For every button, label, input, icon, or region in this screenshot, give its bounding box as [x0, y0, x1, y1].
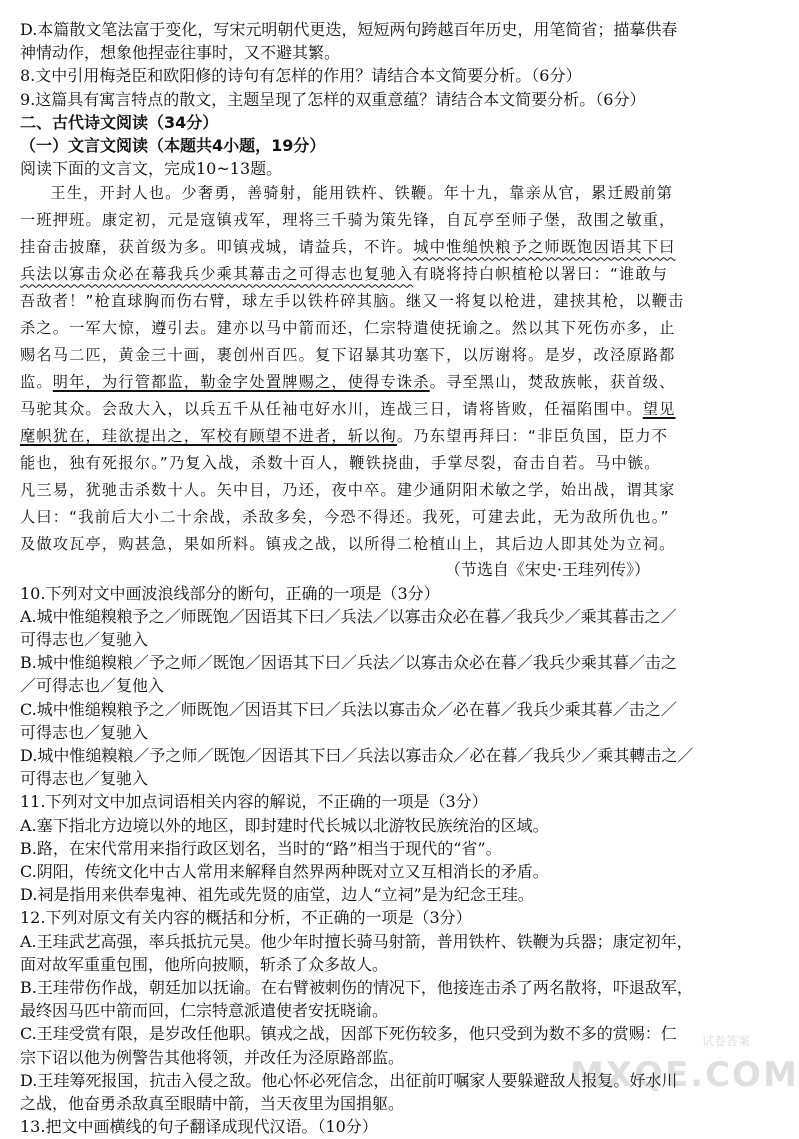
passage-line: [20, 423, 745, 450]
passage-line: 及做攻瓦亭，购甚急，果如所料。镇戎之战，以所得二枪植山上，其后边人即其处为立祠。: [20, 535, 676, 554]
passage-line: 赐名马二匹，黄金三十画，裹创州百匹。复下诏暴其功塞下，以厉谢将。是岁，改泾原路都: [20, 346, 676, 365]
passage-line: 一班押班。康定初，元是寇镇戎军，理将三千骑为策先锋，自瓦亭至师子堡，敌围之敏重，: [20, 211, 676, 230]
option-a-cont: 面对故军重重包围，他所向披顺，斩杀了众多故人。: [20, 954, 389, 974]
passage-text: 马驼其众。会敌大入，以兵五千从任袖屯好水川，连战三日，请将皆败，任福陷围中。: [20, 400, 643, 419]
option-c-cont: 宗下诏以他为例警告其他将领，并改任为泾原路部监。: [20, 1047, 405, 1067]
option-d: D.城中惟缒糗粮／予之师／既饱／因语其下曰／兵法以寡击众／必在暮／我兵少／乘其轉击之／: [20, 746, 694, 766]
exam-page: [20, 18, 745, 1139]
passage-line: [20, 396, 745, 423]
passage-line: [20, 369, 745, 396]
underlined-sentence: 麾帜犹在，珪欲提出之，军校有顾望不进者，斩以徇: [20, 427, 397, 446]
passage-line: 人曰：“我前后大小二十余战，杀敌多矣，今恐不得还。我死，可建去此，无为敌所仇也。”: [20, 508, 670, 527]
question-13: 13.把文中画横线的句子翻译成现代汉语。（10分）: [20, 1117, 378, 1137]
passage-source: （节选自《宋史·王珪列传》）: [444, 560, 650, 580]
question-10: 10.下列对文中画波浪线部分的断句，正确的一项是（3分）: [20, 583, 440, 603]
passage-line: 王生，开封人也。少奢勇，善骑射，能用铁杵、铁鞭。年十九，靠亲从官，累迁殿前第: [50, 184, 674, 203]
passage-line: 凡三易，犹驰击杀数十人。矢中目，乃还，夜中卒。建少通阴阳术敏之学，始出战，谓其家: [20, 481, 676, 500]
watermark-text: MXQE.COM: [570, 1055, 799, 1095]
underlined-sentence: 明年，为行管都监，勒金字处置牌赐之，使得专诛杀: [52, 373, 430, 392]
question-8: 8.文中引用梅尧臣和欧阳修的诗句有怎样的作用？请结合本文简要分析。（6分）: [20, 66, 582, 86]
option-d-cont: 可得志也／复驰入: [20, 769, 149, 789]
option-b-cont: ／可得志也／复他入: [20, 676, 165, 696]
watermark-tag: 试卷答案: [701, 1034, 750, 1048]
wavy-underlined-text: 兵法以寡击众必在幕我兵少乘其幕击之可得志也复驰入: [20, 265, 414, 284]
classical-passage: [20, 180, 745, 558]
underlined-sentence: 望见: [642, 400, 676, 419]
watermark: [570, 1025, 799, 1099]
option-b: B.王珪带伤作战，朝廷加以抚谕。在右臂被刺伤的情况下，他接连击杀了两名散将，吓退敌军，: [20, 978, 693, 998]
wavy-underlined-text: 城中惟缒怏粮予之师既饱因语其下曰: [413, 238, 676, 257]
subsection-title: （一）文言文阅读（本题共4小题，19分）: [20, 136, 326, 156]
option-b-cont: 最终因马匹中箭而回，仁宗特意派遣使者安抚晓谕。: [20, 1001, 389, 1021]
option-b: B.城中惟缒糗粮／予之师／既饱／因语其下曰／兵法／以寡击众必在暮／我兵少乘其暮／击之: [20, 653, 677, 673]
passage-text: 。乃东望再拜曰：“非臣负国，臣力不: [396, 427, 669, 446]
option-d: D.王珪筹死报国，抗击入侵之敌。他心怀必死信念，出征前叮嘱家人要躲避敌人报复。好水川: [20, 1070, 678, 1090]
passage-line: 杀之。一军大惊，遵引去。建亦以马中箭而还，仁宗特遣使抚谕之。然以其下死伤亦多，止: [20, 319, 676, 338]
passage-text: 有晓将持白帜植枪以署曰：“谁敢与: [413, 265, 669, 284]
option-a-cont: 可得志也／复驰入: [20, 630, 149, 650]
passage-line: [20, 234, 745, 261]
option-c: C.城中惟缒糗粮予之／师既饱／因语其下曰／兵法以寡击众／必在暮／我兵少乘其暮／击之／: [20, 699, 677, 719]
option-d-cont: 之战，他奋勇杀敌真至眼睛中箭，当天夜里为国捐躯。: [20, 1094, 405, 1114]
passage-text: 。寻至黑山，焚敌族帐，获首级、: [429, 373, 676, 392]
question-12: 12.下列对原文有关内容的概括和分析，不正确的一项是（3分）: [20, 908, 472, 928]
option-a: A.城中惟缒糗粮予之／师既饱／因语其下曰／兵法／以寡击众必在暮／我兵少／乘其暮击之／: [20, 606, 677, 626]
option-d: D.祠是指用来供奉鬼神、祖先或先贤的庙堂，边人“立祠”是为纪念王珪。: [20, 885, 534, 905]
option-b: B.路，在宋代常用来指行政区划名，当时的“路”相当于现代的“省”。: [20, 838, 502, 858]
option-a: A.塞下指北方边境以外的地区，即封建时代长城以北游牧民族统治的区域。: [20, 815, 549, 835]
passage-line: 能也，独有死报尔。”乃复入战，杀数十百人，鞭铁挠曲，手掌尽裂，奋击自若。马中镞。: [20, 454, 661, 473]
question-9: 9.这篇具有寓言特点的散文，主题呈现了怎样的双重意蕴？请结合本文简要分析。（6分）: [20, 89, 646, 109]
question-11: 11.下列对文中加点词语相关内容的解说，不正确的一项是（3分）: [20, 792, 488, 812]
text-line: 神情动作，想象他捏壶往事时，又不避其繁。: [20, 43, 341, 63]
passage-text: 监。: [20, 373, 53, 392]
option-a: A.王珪武艺高强，率兵抵抗元昊。他少年时擅长骑马射箭，普用铁杵、铁鞭为兵器；康定初年，: [20, 931, 693, 951]
passage-line: [20, 261, 745, 288]
passage-line: 吾敌者！”枪直球胸而伤右臂，球左手以铁杵碎其脑。继又一将复以枪进，建挟其枪，以鞭击: [20, 292, 685, 311]
text-line: D.本篇散文笔法富于变化，写宋元明朝代更迭，短短两句跨越百年历史，用笔简省；描摹供春: [20, 20, 678, 39]
section-title: 二、古代诗文阅读（34分）: [20, 112, 219, 132]
option-c: C.阴阳，传统文化中古人常用来解释自然界两种既对立又互相消长的矛盾。: [20, 862, 549, 882]
option-c-cont: 可得志也／复驰入: [20, 722, 149, 742]
passage-text: 挂奋击披靡，获首级为多。叩镇戎城，请益兵，不许。: [20, 238, 414, 257]
instruction: 阅读下面的文言文，完成10~13题。: [20, 159, 283, 179]
option-c: C.王珪受赏有限，是岁改任他职。镇戎之战，因部下死伤较多，他只受到为数不多的赏赐：仁: [20, 1024, 677, 1044]
